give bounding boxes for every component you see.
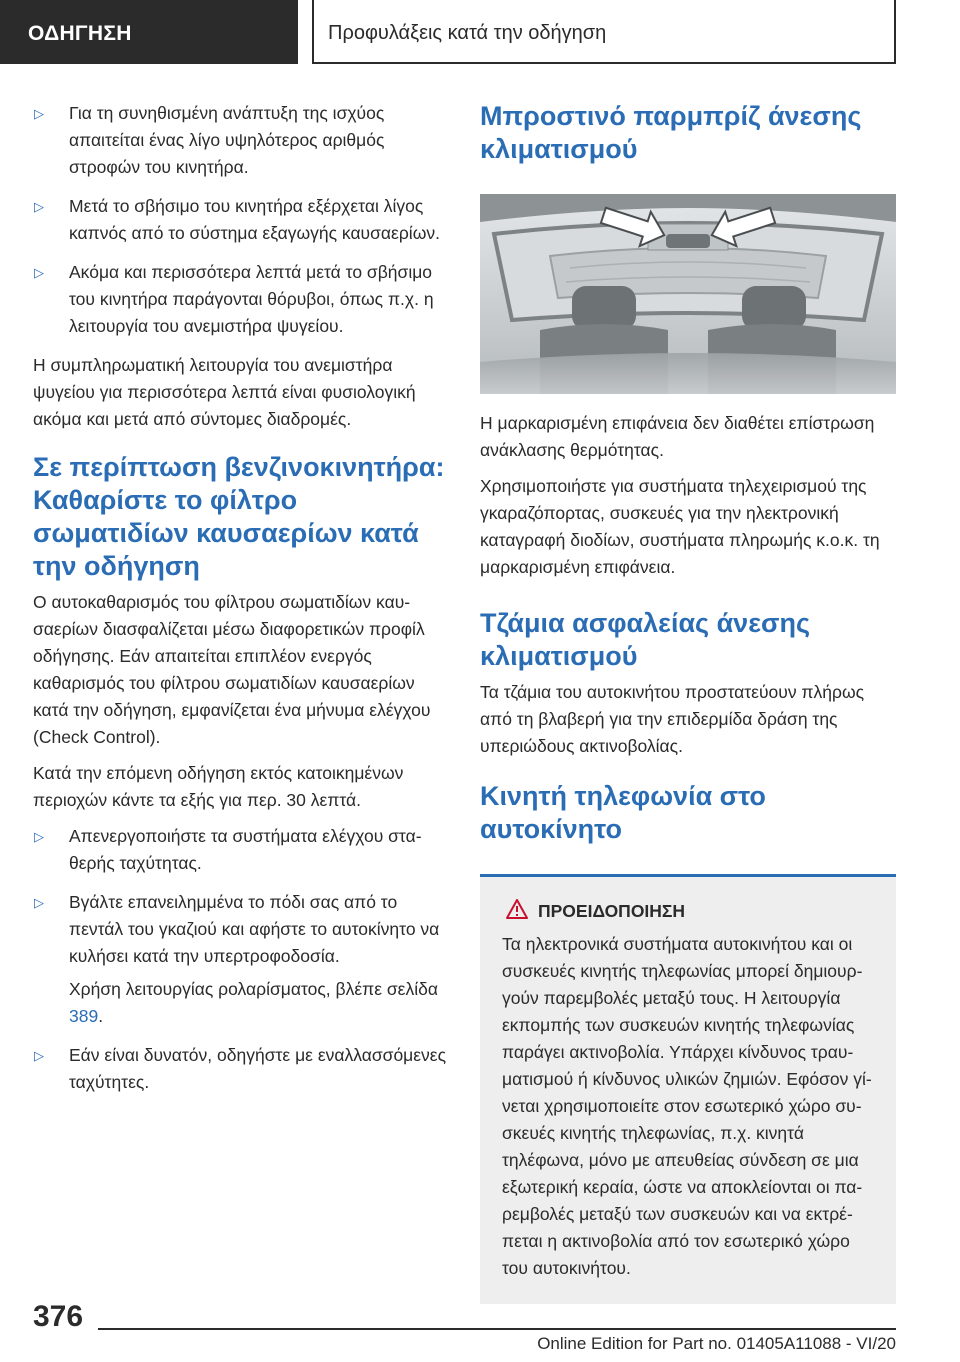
triangle-right-icon: ▷ xyxy=(34,895,44,910)
list-item xyxy=(33,193,453,247)
list-item xyxy=(33,823,453,877)
list-item-text: Απενεργοποιήστε τα συστήματα ελέγχου σταθερής ταχύτητας. xyxy=(69,826,422,873)
heading-particle-filter: Σε περίπτωση βενζινοκινητήρα: Καθαρίστε το φίλτρο σωματιδίων καυσαερίων κατά την οδήγηση xyxy=(33,452,445,581)
list-item xyxy=(33,259,453,340)
list-item-text: Ακόμα και περισσότερα λεπτά μετά το σβήσιμο του κινητήρα παράγονται θόρυβοι, όπως π.χ. η λειτουργία του ανεμιστήρα ψυγείου. xyxy=(69,262,434,336)
list-item xyxy=(33,1042,453,1096)
chapter-title: Προφυλάξεις κατά την οδήγηση xyxy=(312,0,896,64)
list-item-text: Βγάλτε επανειλημμένα το πόδι σας από το πεντάλ του γκαζιού και αφήστε το αυτοκίνητο να κυλήσει κατά την υπερτροφοδοσία. xyxy=(69,892,440,966)
heading-mobile-phone: Κινητή τηλεφωνία στο αυτοκίνητο xyxy=(480,781,766,844)
page-number: 376 xyxy=(33,1300,84,1333)
warning-triangle-icon xyxy=(506,899,528,925)
paragraph-marked-area: Η μαρκαρισμένη επιφάνεια δεν διαθέτει επίστρωση ανάκλασης θερμότητας. xyxy=(480,413,875,460)
paragraph-filter-cleaning: Ο αυτοκαθαρισμός του φίλτρου σωματιδίων καυσαερίων διασφαλίζεται μέσω διαφορετικών προφίλ οδήγησης. Εάν απαιτείται επιπλέον ενεργός καθαρισμός του φίλτρου σωματιδίων καυσαερίων κατά την οδήγηση, εμφανίζεται ένα μήνυμα ελέγχου (Check Control). xyxy=(33,592,431,747)
list-item xyxy=(33,100,453,181)
edition-text: Online Edition for Part no. 01405A11088 - VI/20 xyxy=(537,1334,896,1353)
warning-text: Τα ηλεκτρονικά συστήματα αυτοκινήτου και οι συσκευές κινητής τηλεφωνίας μπορεί δημιουργούν παρεμβολές μεταξύ τους. Η λειτουργία εκπομπής των συσκευών κινητής τηλεφωνίας παράγει ακτινοβολία. Υπάρχει κίνδυνος τραυματισμού ή κίνδυνος υλικών ζημιών. Εφόσον γίνεται χρησιμοποιείτε στον εσωτερικό χώρο συσκευές κινητής τηλεφωνίας, π.χ. κινητά τηλέφωνα, μόνο με απευθείας σύνδεση σε μια εξωτερική κεραία, ώστε να αποκλείονται οι παρεμβολές μεταξύ των συσκευών και να εκτρέπεται η ακτινοβολία από τον εσωτερικό χώρο του αυτοκινήτου. xyxy=(502,934,872,1278)
paragraph-uv-protection: Τα τζάμια του αυτοκινήτου προστατεύουν πλήρως από τη βλαβερή για την επιδερμίδα δράση της υπεριώδους ακτινοβολίας. xyxy=(480,682,865,756)
right-column xyxy=(480,100,896,1304)
list-item-text: Μετά το σβήσιμο του κινητήρα εξέρχεται λίγος καπνός από το σύστημα εξαγωγής καυσαερίων. xyxy=(69,196,440,243)
warning-box xyxy=(480,874,896,1304)
windshield-photo xyxy=(480,194,896,394)
triangle-right-icon: ▷ xyxy=(34,829,44,844)
paragraph-cooling-fan: Η συμπληρωματική λειτουργία του ανεμιστήρα ψυγείου για περισσότερα λεπτά είναι φυσιολογική ακόμα και μετά από σύντομες διαδρομές. xyxy=(33,355,416,429)
warning-title: ΠΡΟΕΙΔΟΠΟΙΗΣΗ xyxy=(502,899,874,923)
paragraph-marked-area-usage: Χρησιμοποιήστε για συστήματα τηλεχειρισμού της γκαραζόπορτας, συσκευές για την ηλεκτρονική καταγραφή διοδίων, συστήματα πληρωμής κ.ο.κ. τη μαρκαρισμένη επιφάνεια. xyxy=(480,476,880,577)
list-item-text: Για τη συνηθισμένη ανάπτυξη της ισχύος απαιτείται ένας λίγο υψηλότερος αριθμός στροφών του κινητήρα. xyxy=(69,103,385,177)
page-header xyxy=(0,0,960,64)
triangle-right-icon: ▷ xyxy=(34,265,44,280)
triangle-right-icon: ▷ xyxy=(34,199,44,214)
list-item-text: Εάν είναι δυνατόν, οδηγήστε με εναλλασσόμενες ταχύτητες. xyxy=(69,1045,447,1092)
footer-divider xyxy=(98,1328,896,1330)
section-label: ΟΔΗΓΗΣΗ xyxy=(0,0,298,64)
heading-windshield: Μπροστινό παρμπρίζ άνεσης κλιματισμού xyxy=(480,101,862,164)
windshield-illustration xyxy=(480,194,896,394)
list-item-subtext: Χρήση λειτουργίας ρολαρίσματος, βλέπε σελίδα 389. xyxy=(69,979,438,1026)
triangle-right-icon: ▷ xyxy=(34,1048,44,1063)
list-item xyxy=(33,889,453,1030)
triangle-right-icon: ▷ xyxy=(34,106,44,121)
paragraph-next-drive: Κατά την επόμενη οδήγηση εκτός κατοικημένων περιοχών κάντε τα εξής για περ. 30 λεπτά. xyxy=(33,763,404,810)
page-reference-link[interactable]: 389 xyxy=(69,1006,99,1026)
heading-safety-glass: Τζάμια ασφαλείας άνεσης κλιματισμού xyxy=(480,608,811,671)
left-column xyxy=(33,100,453,1108)
